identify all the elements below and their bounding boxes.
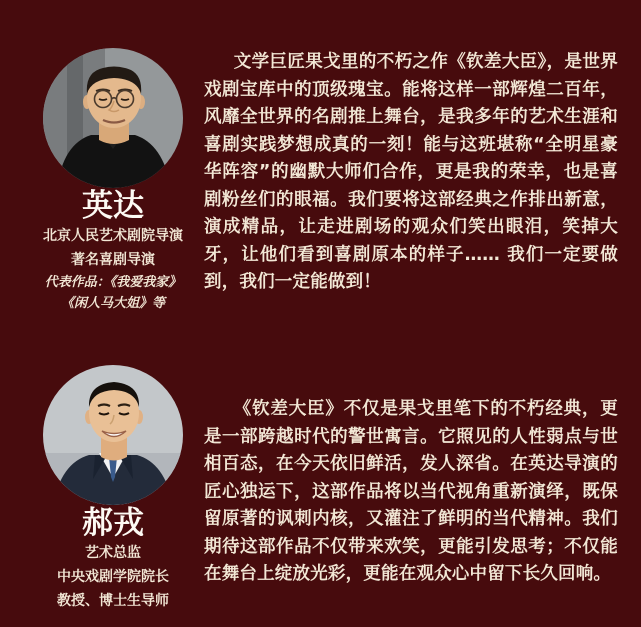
portrait-photo-icon <box>43 365 183 505</box>
person-title: 北京人民艺术剧院导演 <box>43 228 183 244</box>
person-name: 英达 <box>82 188 144 224</box>
person-title: 艺术总监 <box>85 545 141 561</box>
person-title: 教授、博士生导师 <box>57 593 169 609</box>
person-title: 著名喜剧导演 <box>71 252 155 268</box>
person-representative-works: 代表作品：《我爱我家》 <box>44 275 182 290</box>
person-section-haorong <box>18 365 208 612</box>
portrait-photo-icon <box>43 48 183 188</box>
quote-paragraph-haorong: 《钦差大臣》不仅是果戈里笔下的不朽经典，更是一部跨越时代的警世寓言。它照见的人性弱点与世相百态，在今天依旧鲜活，发人深省。在英达导演的匠心独运下，这部作品将以当代视角重新演绎，既保留原著的讽刺内核，又灌注了鲜明的当代精神。我们期待这部作品不仅带来欢笑，更能引发思考；不仅能在舞台上绽放光彩，更能在观众心中留下长久回响。 <box>204 399 618 584</box>
person-name: 郝戎 <box>82 505 144 541</box>
person-section-yingda <box>18 48 208 313</box>
quote-paragraph-yingda: 文学巨匠果戈里的不朽之作《钦差大臣》，是世界戏剧宝库中的顶级瑰宝。能将这样一部辉煌二百年，风靡全世界的名剧推上舞台，是我多年的艺术生涯和喜剧实践梦想成真的一刻！能与这班堪称“全明星豪华阵容”的幽默大师们合作，更是我的荣幸，也是喜剧粉丝们的眼福。我们要将这部经典之作排出新意，演成精品，让走进剧场的观众们笑出眼泪，笑掉大牙，让他们看到喜剧原本的样子…… 我们一定要做到，我们一定能做到！ <box>204 52 618 292</box>
person-representative-works: 《闲人马大姐》等 <box>60 296 165 311</box>
person-title: 中央戏剧学院院长 <box>57 569 169 585</box>
